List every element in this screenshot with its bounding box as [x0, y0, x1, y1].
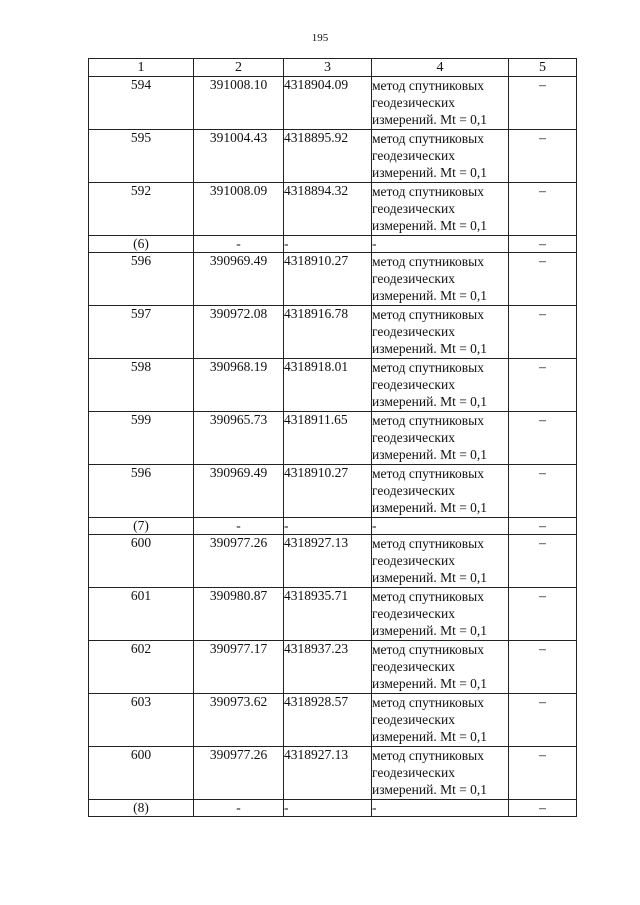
method-text-line: измерений. Mt = 0,1 — [372, 729, 488, 744]
method-text-line: измерений. Mt = 0,1 — [372, 623, 488, 638]
note-cell: – — [509, 588, 577, 641]
method-text-line: измерений. Mt = 0,1 — [372, 165, 488, 180]
method-text-line: измерений. Mt = 0,1 — [372, 782, 488, 797]
table-row — [89, 306, 577, 359]
table-row — [89, 641, 577, 694]
method-text-line: метод спутниковых — [372, 254, 484, 269]
coordinates-table — [88, 58, 577, 817]
note-cell: – — [509, 77, 577, 130]
method-text-line: геодезических — [372, 765, 455, 780]
method-text-line: геодезических — [372, 483, 455, 498]
x-coordinate-cell: 390968.19 — [194, 359, 284, 412]
y-coordinate-cell: 4318911.65 — [284, 412, 372, 465]
note-cell: – — [509, 306, 577, 359]
table-header — [89, 59, 577, 77]
method-cell — [372, 747, 509, 800]
method-text-line: измерений. Mt = 0,1 — [372, 218, 488, 233]
x-coordinate-cell: 391008.10 — [194, 77, 284, 130]
method-text-line: измерений. Mt = 0,1 — [372, 394, 488, 409]
method-cell — [372, 518, 509, 535]
column-header-5: 5 — [509, 59, 577, 77]
x-coordinate-cell: 390969.49 — [194, 465, 284, 518]
method-cell — [372, 412, 509, 465]
point-number-cell: 603 — [89, 694, 194, 747]
method-text-line: метод спутниковых — [372, 307, 484, 322]
method-cell — [372, 800, 509, 817]
point-number-cell: (6) — [89, 236, 194, 253]
x-coordinate-cell: 391008.09 — [194, 183, 284, 236]
point-number-cell: 597 — [89, 306, 194, 359]
note-cell: – — [509, 183, 577, 236]
table-row — [89, 77, 577, 130]
y-coordinate-cell: 4318928.57 — [284, 694, 372, 747]
x-coordinate-cell: - — [194, 236, 284, 253]
table-row — [89, 694, 577, 747]
x-coordinate-cell: 390977.26 — [194, 535, 284, 588]
method-text-line: геодезических — [372, 712, 455, 727]
table-row — [89, 588, 577, 641]
note-cell: – — [509, 694, 577, 747]
point-number-cell: (8) — [89, 800, 194, 817]
method-cell — [372, 253, 509, 306]
method-cell — [372, 306, 509, 359]
page-number: 195 — [311, 32, 329, 44]
note-cell: – — [509, 800, 577, 817]
table-row — [89, 747, 577, 800]
method-text-line: измерений. Mt = 0,1 — [372, 447, 488, 462]
y-coordinate-cell: - — [284, 800, 372, 817]
method-cell — [372, 359, 509, 412]
method-text-line: геодезических — [372, 659, 455, 674]
method-text-line: - — [372, 800, 377, 815]
method-text-line: измерений. Mt = 0,1 — [372, 570, 488, 585]
method-text-line: метод спутниковых — [372, 413, 484, 428]
contour-separator-row — [89, 236, 577, 253]
method-text-line: метод спутниковых — [372, 536, 484, 551]
y-coordinate-cell: - — [284, 518, 372, 535]
method-text-line: - — [372, 236, 377, 251]
contour-separator-row — [89, 800, 577, 817]
y-coordinate-cell: 4318927.13 — [284, 535, 372, 588]
method-cell — [372, 236, 509, 253]
column-header-4: 4 — [372, 59, 509, 77]
method-text-line: геодезических — [372, 271, 455, 286]
method-text-line: геодезических — [372, 430, 455, 445]
note-cell: – — [509, 412, 577, 465]
point-number-cell: 600 — [89, 535, 194, 588]
method-text-line: геодезических — [372, 553, 455, 568]
point-number-cell: (7) — [89, 518, 194, 535]
method-cell — [372, 641, 509, 694]
method-cell — [372, 694, 509, 747]
note-cell: – — [509, 518, 577, 535]
y-coordinate-cell: 4318916.78 — [284, 306, 372, 359]
method-cell — [372, 77, 509, 130]
point-number-cell: 599 — [89, 412, 194, 465]
method-cell — [372, 588, 509, 641]
y-coordinate-cell: 4318910.27 — [284, 465, 372, 518]
point-number-cell: 598 — [89, 359, 194, 412]
method-cell — [372, 535, 509, 588]
y-coordinate-cell: 4318904.09 — [284, 77, 372, 130]
method-text-line: измерений. Mt = 0,1 — [372, 288, 488, 303]
table-row — [89, 253, 577, 306]
point-number-cell: 596 — [89, 253, 194, 306]
note-cell: – — [509, 130, 577, 183]
method-text-line: геодезических — [372, 95, 455, 110]
x-coordinate-cell: 390969.49 — [194, 253, 284, 306]
note-cell: – — [509, 465, 577, 518]
x-coordinate-cell: 390973.62 — [194, 694, 284, 747]
method-text-line: метод спутниковых — [372, 748, 484, 763]
method-text-line: метод спутниковых — [372, 131, 484, 146]
method-text-line: геодезических — [372, 377, 455, 392]
method-text-line: метод спутниковых — [372, 360, 484, 375]
y-coordinate-cell: 4318918.01 — [284, 359, 372, 412]
table-row — [89, 412, 577, 465]
method-text-line: геодезических — [372, 201, 455, 216]
note-cell: – — [509, 535, 577, 588]
table-row — [89, 359, 577, 412]
method-text-line: метод спутниковых — [372, 589, 484, 604]
header-row — [89, 59, 577, 77]
point-number-cell: 594 — [89, 77, 194, 130]
note-cell: – — [509, 359, 577, 412]
point-number-cell: 596 — [89, 465, 194, 518]
x-coordinate-cell: 390965.73 — [194, 412, 284, 465]
x-coordinate-cell: 390977.26 — [194, 747, 284, 800]
method-text-line: метод спутниковых — [372, 642, 484, 657]
method-text-line: - — [372, 518, 377, 533]
y-coordinate-cell: 4318895.92 — [284, 130, 372, 183]
method-text-line: геодезических — [372, 606, 455, 621]
method-cell — [372, 130, 509, 183]
table-row — [89, 183, 577, 236]
table-row — [89, 130, 577, 183]
y-coordinate-cell: 4318937.23 — [284, 641, 372, 694]
y-coordinate-cell: 4318927.13 — [284, 747, 372, 800]
y-coordinate-cell: 4318894.32 — [284, 183, 372, 236]
point-number-cell: 600 — [89, 747, 194, 800]
point-number-cell: 592 — [89, 183, 194, 236]
table-body — [89, 77, 577, 817]
method-cell — [372, 465, 509, 518]
x-coordinate-cell: 390972.08 — [194, 306, 284, 359]
note-cell: – — [509, 253, 577, 306]
method-text-line: измерений. Mt = 0,1 — [372, 500, 488, 515]
method-text-line: геодезических — [372, 324, 455, 339]
point-number-cell: 595 — [89, 130, 194, 183]
column-header-1: 1 — [89, 59, 194, 77]
column-header-3: 3 — [284, 59, 372, 77]
y-coordinate-cell: 4318935.71 — [284, 588, 372, 641]
y-coordinate-cell: 4318910.27 — [284, 253, 372, 306]
x-coordinate-cell: - — [194, 518, 284, 535]
note-cell: – — [509, 236, 577, 253]
method-text-line: метод спутниковых — [372, 78, 484, 93]
method-cell — [372, 183, 509, 236]
method-text-line: измерений. Mt = 0,1 — [372, 341, 488, 356]
column-header-2: 2 — [194, 59, 284, 77]
table-row — [89, 465, 577, 518]
note-cell: – — [509, 747, 577, 800]
contour-separator-row — [89, 518, 577, 535]
method-text-line: метод спутниковых — [372, 184, 484, 199]
method-text-line: измерений. Mt = 0,1 — [372, 676, 488, 691]
method-text-line: измерений. Mt = 0,1 — [372, 112, 488, 127]
note-cell: – — [509, 641, 577, 694]
method-text-line: метод спутниковых — [372, 466, 484, 481]
method-text-line: метод спутниковых — [372, 695, 484, 710]
x-coordinate-cell: 390977.17 — [194, 641, 284, 694]
method-text-line: геодезических — [372, 148, 455, 163]
x-coordinate-cell: 390980.87 — [194, 588, 284, 641]
table-row — [89, 535, 577, 588]
x-coordinate-cell: 391004.43 — [194, 130, 284, 183]
point-number-cell: 601 — [89, 588, 194, 641]
x-coordinate-cell: - — [194, 800, 284, 817]
point-number-cell: 602 — [89, 641, 194, 694]
y-coordinate-cell: - — [284, 236, 372, 253]
